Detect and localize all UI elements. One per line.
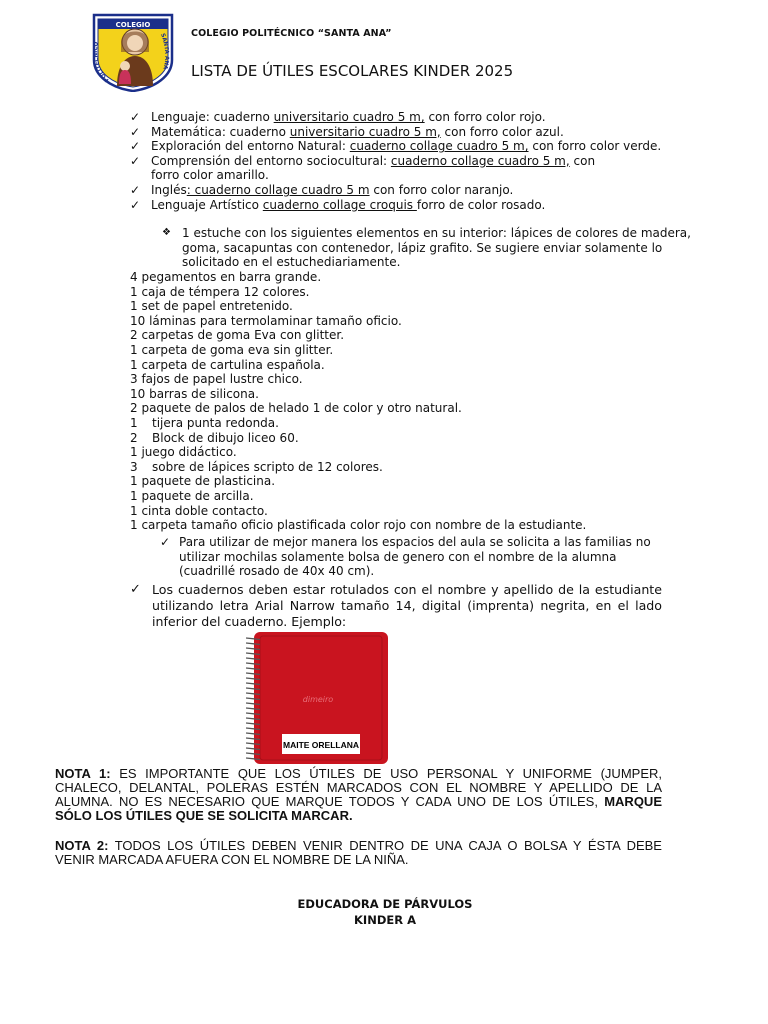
list-item: 2 Block de dibujo liceo 60. (130, 430, 299, 445)
list-item: 1 juego didáctico. (130, 445, 237, 460)
list-item: 1 paquete de arcilla. (130, 488, 254, 503)
checkmark-icon: ✓ (130, 197, 141, 212)
subject-item: ✓ Lenguaje: cuaderno universitario cuadro 5 m, con forro color rojo. (130, 110, 546, 124)
list-item: 4 pegamentos en barra grande. (130, 270, 322, 284)
checkmark-icon: ✓ (130, 124, 141, 139)
list-item: 1 caja de témpera 12 colores. (130, 284, 310, 299)
list-item: 10 barras de silicona. (130, 386, 259, 401)
diamond-bullet-icon: ❖ (162, 227, 171, 238)
list-item: 1 carpeta de cartulina española. (130, 357, 325, 372)
list-item: 10 láminas para termolaminar tamaño oficio. (130, 313, 402, 328)
checkmark-icon: ✓ (130, 182, 141, 197)
signature-class: KINDER A (354, 913, 416, 927)
school-logo (91, 12, 175, 92)
list-item: 1 tijera punta redonda. (130, 415, 279, 430)
subject-item: ✓ Inglés: cuaderno collage cuadro 5 m con forro color naranjo. (130, 182, 514, 197)
logo-right-text: SANTA ANA (159, 32, 170, 70)
nota-1: NOTA 1: ES IMPORTANTE QUE LOS ÚTILES DE USO PERSONAL Y UNIFORME (JUMPER, CHALECO, DELANTAL, POLERAS ESTÉN MARCADOS CON EL NOMBRE Y APELLIDO DE LA ALUMNA. NO ES NECESARIO QUE MARQUE TODOS Y CADA UNO DE LOS ÚTILES, MARQUE SÓLO LOS ÚTILES QUE SE SOLICITA MARCAR. (55, 766, 662, 823)
list-item: 1 cinta doble contacto. (130, 503, 268, 518)
list-item: 2 paquete de palos de helado 1 de color y otro natural. (130, 401, 462, 416)
subject-item: ✓ Comprensión del entorno sociocultural: cuaderno collage cuadro 5 m, con forro color amarillo. (130, 153, 596, 183)
signature-block (230, 896, 540, 928)
nota-2: NOTA 2: TODOS LOS ÚTILES DEBEN VENIR DENTRO DE UNA CAJA O BOLSA Y ÉSTA DEBE VENIR MARCADA AFUERA CON EL NOMBRE DE LA NIÑA. (55, 838, 662, 867)
list-item: 2 carpetas de goma Eva con glitter. (130, 328, 345, 343)
list-item: 3 fajos de papel lustre chico. (130, 372, 303, 387)
checkmark-icon: ✓ (130, 153, 141, 168)
notebook-name-label: MAITE ORELLANA (282, 740, 360, 750)
checkmark-icon: ✓ (130, 110, 141, 124)
supplies-list (130, 270, 690, 533)
subject-item: ✓ Exploración del entorno Natural: cuaderno collage cuadro 5 m, con forro color verde. (130, 139, 662, 154)
notebook-example-image (246, 632, 388, 764)
list-item: 1 carpeta tamaño oficio plastificada color rojo con nombre de la estudiante. (130, 518, 587, 533)
logo-top-text: COLEGIO (115, 21, 151, 29)
list-item: 3 sobre de lápices scripto de 12 colores. (130, 459, 383, 474)
school-name: COLEGIO POLITÉCNICO “SANTA ANA” (191, 28, 392, 39)
signature-role: EDUCADORA DE PÁRVULOS (297, 897, 473, 911)
list-item: 1 carpeta de goma eva sin glitter. (130, 342, 334, 357)
list-item: 1 set de papel entretenido. (130, 299, 293, 314)
page-title: LISTA DE ÚTILES ESCOLARES KINDER 2025 (191, 62, 514, 80)
estuche-item: ❖ 1 estuche con los siguientes elementos en su interior: lápices de colores de madera, goma, sacapuntas con contenedor, lápiz grafito. Se sugiere enviar solamente lo solicitado en el estuchediariamente. (162, 226, 691, 270)
checkmark-icon: ✓ (130, 139, 141, 154)
label-note: ✓ Los cuadernos deben estar rotulados con el nombre y apellido de la estudiante utilizando letra Arial Narrow tamaño 14, digital (imprenta) negrita, en el lado inferior del cuaderno. Ejemplo: (130, 582, 662, 629)
subject-item: ✓ Lenguaje Artístico cuaderno collage croquis forro de color rosado. (130, 197, 546, 212)
bag-note: ✓ Para utilizar de mejor manera los espacios del aula se solicita a las familias no utilizar mochilas solamente bolsa de genero con el nombre de la alumna (cuadrillé rosado de 40x 40 cm). (160, 535, 651, 579)
subject-item: ✓ Matemática: cuaderno universitario cuadro 5 m, con forro color azul. (130, 124, 564, 139)
notebook-brand: dimeiro (302, 695, 334, 704)
checkmark-icon: ✓ (130, 582, 141, 597)
list-item: 1 paquete de plasticina. (130, 474, 276, 489)
subject-list (130, 110, 670, 212)
checkmark-icon: ✓ (160, 535, 171, 549)
logo-left-text: POLITÉCNICO (93, 41, 111, 83)
